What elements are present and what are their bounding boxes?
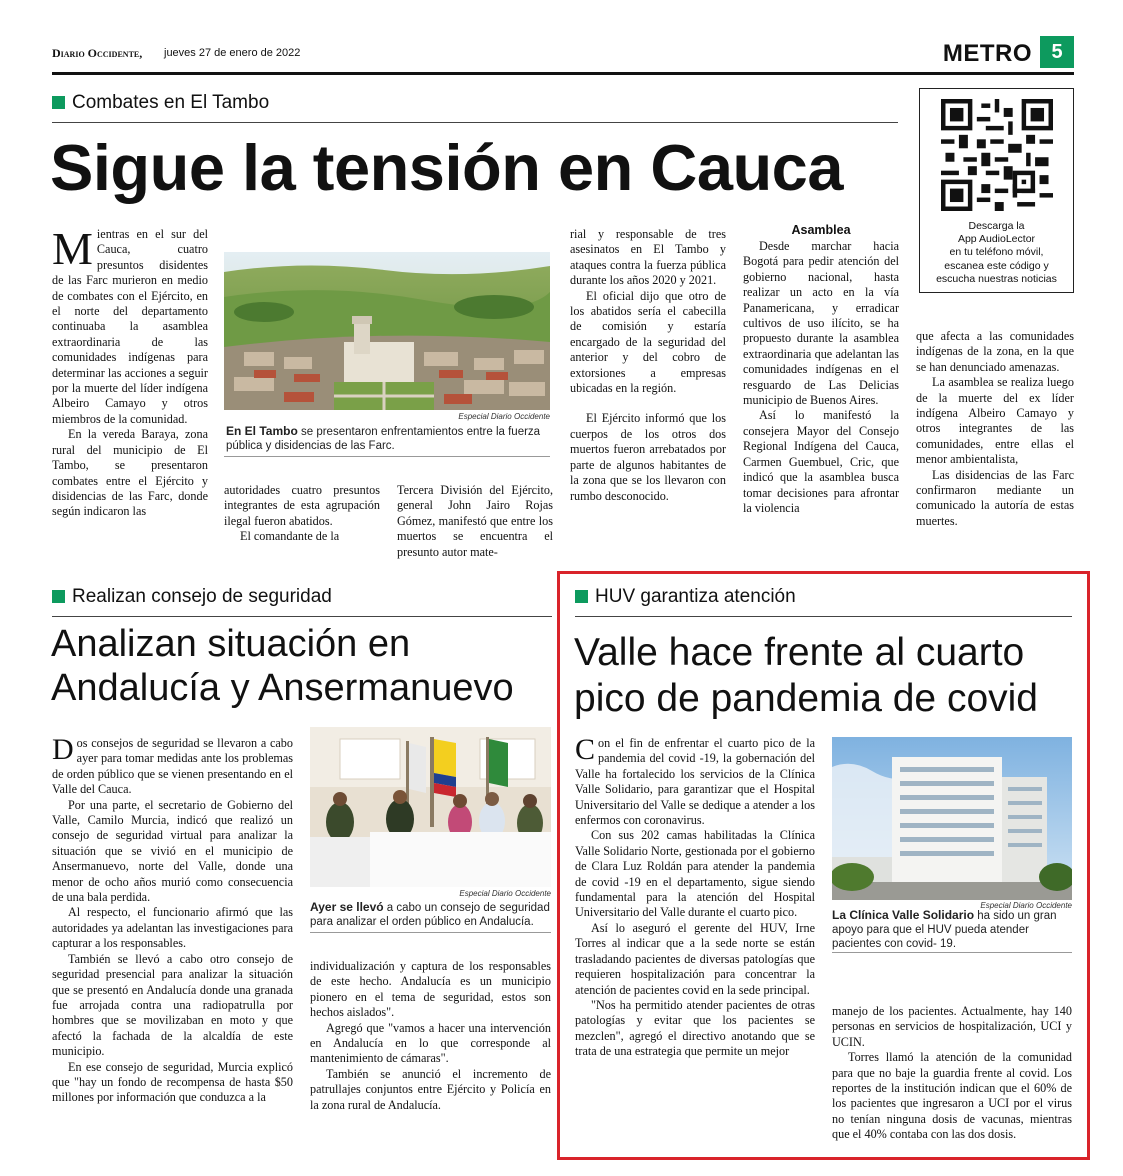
article1-column-2: autoridades cuatro presuntos integrantes de esta agrupación ilegal fueron abatidos. El comandante de la (224, 483, 380, 544)
article1-subhead: Asamblea (791, 223, 851, 237)
article1-headline: Sigue la tensión en Cauca (50, 131, 843, 204)
kicker-square-icon (52, 96, 65, 109)
clinic-building-image (832, 737, 1072, 900)
article3-photo-caption: La Clínica Valle Solidario ha sido un gran apoyo para que el HUV pueda atender pacientes con covid- 19. (832, 908, 1057, 950)
article1-kicker-rule (52, 122, 898, 123)
article2-column-2: individualización y captura de los responsables de este hecho. Andalucía es un municipio pionero en el tema de seguridad, estos son hechos aislados". Agregó que "vamos a hacer una intervención en Andalucía en lo que corresponde al mantenimiento de cámaras". También se anunció el incremento de patrullajes conjuntos entre Ejército y Policía en la zona rural de Andalucía. (310, 959, 551, 1112)
article3-column-1: Con el fin de enfrentar el cuarto pico de la pandemia del covid -19, la gobernación del Valle ha fortalecido los servicios de la Clínica Valle Solidario, para garantizar que el Hospital Universitario del Valle se dedique a atender a los enfermos con coronavirus. Con sus 202 camas habilitadas la Clínica Valle Solidario Norte, gestionada por el gobierno de Clara Luz Roldán para atender la pandemia de covid -19 en el departamento, sigue siendo fundamental para la atención del Hospital Universitario del Valle durante el cuarto pico. Así lo aseguró el gerente del HUV, Irne Torres al indicar que a la sede norte se están trasladando pacientes de diversas patologías que requieren hospitalización para concentrar la atención de pacientes covid en la sede principal. "Nos ha permitido atender pacientes de otras patologías y evitar que los pacientes se mezclen", agregó el directivo anotando que se trata de una estrategia que permite un mejor (575, 733, 815, 1059)
article1-column-1: Mientras en el sur del Cauca, cuatro presuntos disidentes de las Farc murieron en medio de combates con el Ejército, en el norte del departamento continuaba la asamblea extraordinaria de las comunidades indígenas para determinar las acciones a seguir por la muerte del líder indígena Albeiro Camayo y otros miembros de la comunidad. En la vereda Baraya, zona rural del municipio de El Tambo, se presentaron combates entre el Ejército y disidencias de las Farc, donde según indicaron las (52, 223, 208, 519)
newspaper-name: Diario Occidente, (52, 46, 143, 60)
kicker-square-icon (575, 590, 588, 603)
security-council-photo (310, 727, 551, 887)
article2-headline: Analizan situación en Andalucía y Ansermanuevo (51, 623, 514, 709)
section-name: METRO (942, 40, 1032, 67)
page-number: 5 (1040, 36, 1074, 68)
page-header (52, 40, 1074, 74)
qr-code-icon (941, 99, 1053, 211)
dropcap: M (52, 223, 93, 274)
issue-date: jueves 27 de enero de 2022 (164, 47, 301, 59)
dropcap: C (575, 733, 596, 766)
el-tambo-photo (224, 252, 550, 410)
article3-headline: Valle hace frente al cuarto pico de pandemia de covid (574, 631, 1038, 720)
clinic-photo (832, 737, 1072, 900)
article1-column-4: rial y responsable de tres asesinatos en El Tambo y ataques contra la fuerza pública durante los años 2020 y 2021. El oficial dijo que otro de los abatidos sería el cabecilla de comisión y estaría encargado de la seguridad del anterior y del cobro de extorsiones a empresas ubicadas en la región. El Ejército informó que los cuerpos de los otros dos muertos fueron arrebatados por parte de algunos habitantes de la zona que se los llevaron con rumbo desconocido. (570, 227, 726, 503)
article2-photo-caption: Ayer se llevó a cabo un consejo de seguridad para analizar el orden público en Andalucía. (310, 900, 550, 928)
article1-caption-rule (224, 456, 550, 457)
article1-photo-credit: Especial Diario Occidente (458, 412, 550, 421)
article1-column-6: que afecta a las comunidades indígenas de la zona, en la que se han denunciado amenazas. La asamblea se realiza luego de la muerte del ex líder indígena Albeiro Camayo y otros integrantes de las comunidades, entre ellas el menor ambientalista, Las disidencias de las Farc confirmaron mediante un comunicado la autoría de estas muertes. (916, 329, 1074, 528)
dropcap: D (52, 733, 74, 766)
aerial-town-image (224, 252, 550, 410)
article3-kicker-rule (575, 616, 1072, 617)
article3-column-2: manejo de los pacientes. Actualmente, hay 140 personas en servicios de hospitalización, UCI y UCIN. Torres llamó la atención de la comunidad para que no baje la guardia frente al covid. Los reportes de la institución indican que el 60% de los pacientes que ingresaron a UCI por el virus no tenían ninguna dosis de vacunas, mientras que el 40% contaba con las dos dosis. (832, 1004, 1072, 1142)
article3-kicker: HUV garantiza atención (575, 586, 796, 608)
article3-photo-credit: Especial Diario Occidente (980, 901, 1072, 910)
article2-photo-credit: Especial Diario Occidente (459, 889, 551, 898)
header-rule (52, 72, 1074, 75)
qr-instructions: Descarga la App AudioLector en tu teléfono móvil, escanea este código y escucha nuestras noticias (936, 220, 1057, 285)
article2-kicker: Realizan consejo de seguridad (52, 586, 332, 608)
meeting-image (310, 727, 551, 887)
article1-column-3: Tercera División del Ejército, general John Jairo Rojas Gómez, manifestó que entre los muertos se encuentra el presunto autor mate- (397, 483, 553, 559)
article1-kicker: Combates en El Tambo (52, 92, 269, 114)
article3-caption-rule (832, 952, 1072, 953)
kicker-square-icon (52, 590, 65, 603)
article2-column-1: Dos consejos de seguridad se llevaron a cabo ayer para tomar medidas ante los problemas de orden público que se vienen presentando en el Valle del Cauca. Por una parte, el secretario de Gobierno del Valle, Camilo Murcia, indicó que realizó un consejo de seguridad virtual para analizar la situación que se vivió en el municipio de Ansermanuevo, norte del Valle, donde una menor de ocho años murió como consecuencia de una bala perdida. Al respecto, el funcionario afirmó que las autoridades ya adelantan las investigaciones para capturar a los responsables. También se llevó a cabo otro consejo de seguridad presencial para analizar la situación que se presentó en Andalucía donde una granada fue arrojada contra una radiopatrulla por hombres que se movilizaban en moto y que afectó la fachada de la alcaldía de este municipio. En ese consejo de seguridad, Murcia explicó que "hay un fondo de recompensa de hasta $50 millones por información que conduzca a la (52, 733, 293, 1105)
article1-photo-caption: En El Tambo se presentaron enfrentamientos entre la fuerza pública y disidencias de las Farc. (226, 424, 541, 452)
article2-caption-rule (310, 932, 551, 933)
article1-column-5: Asamblea Desde marchar hacia Bogotá para pedir atención del gobierno nacional, hasta realizar un acto en la vía Panamericana, y erradicar cultivos de uso ilícito, se ha propuesto durante la asamblea extraordinaria que adelantan las comunidades indígenas en el resguardo de Las Delicias municipio de Buenos Aires. Así lo manifestó la consejera Mayor del Consejo Regional Indígena del Cauca, Carmen Guembuel, Cric, que indicó que la asamblea busca tomar decisiones para afrontar la violencia (743, 223, 899, 515)
article2-kicker-rule (52, 616, 552, 617)
qr-box (919, 88, 1074, 293)
